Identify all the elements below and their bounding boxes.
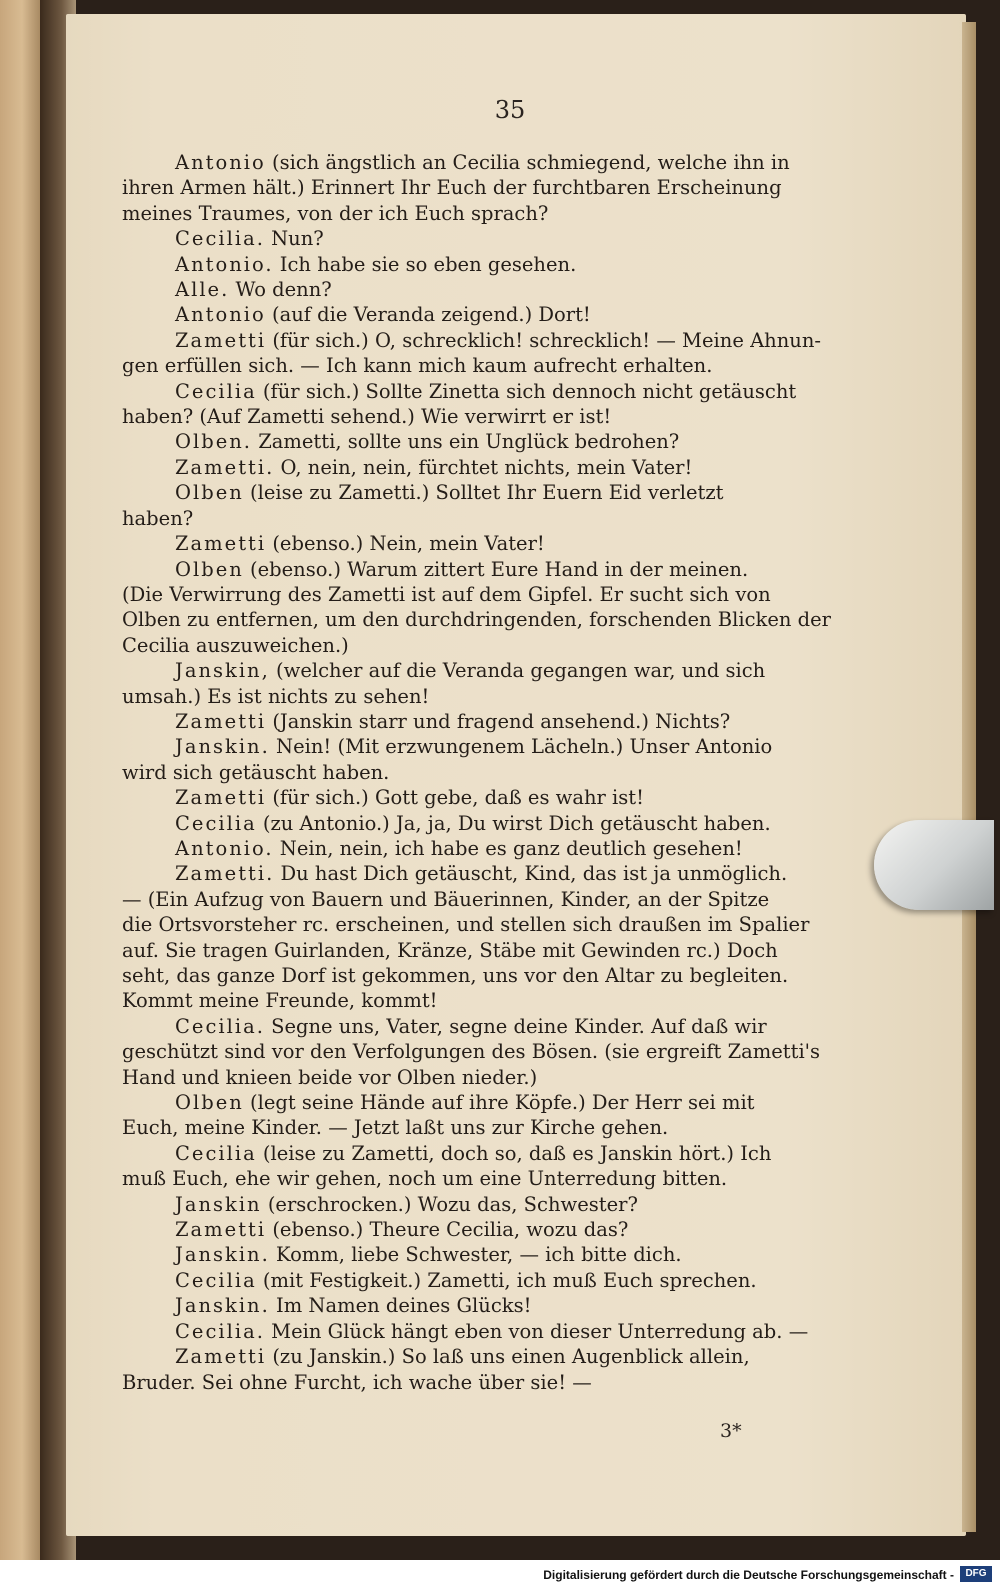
previous-page-edge — [0, 0, 40, 1560]
text-line — [122, 1217, 867, 1242]
speaker-name: Janskin — [175, 1192, 262, 1216]
text-line — [122, 633, 867, 658]
text-line — [122, 506, 867, 531]
text-line — [122, 836, 867, 861]
speaker-name: Zametti — [175, 1218, 267, 1242]
page-text — [122, 150, 867, 1395]
text-line — [122, 1370, 867, 1395]
line-text: Kommt meine Freunde, kommt! — [122, 989, 438, 1013]
text-line — [122, 785, 867, 810]
line-text: (erschrocken.) Wozu das, Schwester? — [261, 1192, 638, 1216]
text-line — [122, 912, 867, 937]
speaker-name: Janskin, — [175, 659, 270, 683]
speaker-name: Olben — [175, 481, 244, 505]
text-line — [122, 760, 867, 785]
line-text: Nein! (Mit erzwungenem Lächeln.) Unser Antonio — [269, 735, 773, 759]
text-line — [122, 1268, 867, 1293]
speaker-name: Antonio. — [175, 252, 274, 276]
text-line — [122, 709, 867, 734]
line-text: seht, das ganze Dorf ist gekommen, uns vor den Altar zu begleiten. — [122, 964, 789, 987]
text-line — [122, 1090, 867, 1115]
line-text: (mit Festigkeit.) Zametti, ich muß Euch sprechen. — [256, 1268, 757, 1292]
line-text: (für sich.) Gott gebe, daß es wahr ist! — [266, 786, 644, 810]
line-text: (Janskin starr und fragend ansehend.) Nichts? — [266, 709, 731, 733]
line-text: (welcher auf die Veranda gegangen war, und sich — [269, 659, 766, 683]
speaker-name: Zametti. — [175, 862, 275, 886]
line-text: (ebenso.) Warum zittert Eure Hand in der meinen. — [243, 557, 749, 581]
speaker-name: Cecilia. — [175, 1319, 265, 1343]
line-text: Hand und knieen beide vor Olben nieder.) — [122, 1065, 538, 1089]
text-line — [122, 277, 867, 302]
line-text: ihren Armen hält.) Erinnert Ihr Euch der furchtbaren Erscheinung — [122, 176, 782, 200]
line-text: (auf die Veranda zeigend.) Dort! — [265, 303, 591, 327]
line-text: Nun? — [264, 227, 324, 251]
line-text: (zu Antonio.) Ja, ja, Du wirst Dich getäuscht haben. — [256, 811, 771, 835]
text-line — [122, 1115, 867, 1140]
text-line — [122, 1319, 867, 1344]
speaker-name: Cecilia — [175, 1141, 257, 1165]
line-text: (legt seine Hände auf ihre Köpfe.) Der Herr sei mit — [243, 1091, 755, 1115]
line-text: Zametti, sollte uns ein Unglück bedrohen? — [252, 430, 680, 454]
speaker-name: Olben. — [175, 430, 253, 454]
line-text: (Die Verwirrung des Zametti ist auf dem Gipfel. Er sucht sich von — [122, 582, 771, 606]
speaker-name: Cecilia. — [175, 1014, 265, 1038]
text-line — [122, 607, 867, 632]
speaker-name: Antonio — [175, 151, 266, 174]
line-text: Euch, meine Kinder. — Jetzt laßt uns zur Kirche gehen. — [122, 1116, 669, 1140]
line-text: (für sich.) O, schrecklich! schrecklich! — Meine Ahnun- — [266, 328, 821, 352]
text-line — [122, 1293, 867, 1318]
text-line — [122, 658, 867, 683]
line-text: auf. Sie tragen Guirlanden, Kränze, Stäbe mit Gewinden rc.) Doch — [122, 938, 778, 962]
text-line — [122, 1039, 867, 1064]
footer-bar — [0, 1562, 1000, 1588]
speaker-name: Alle. — [175, 278, 230, 302]
speaker-name: Janskin. — [175, 1243, 270, 1267]
line-text: (sich ängstlich an Cecilia schmiegend, welche ihn in — [265, 151, 790, 174]
text-line — [122, 1014, 867, 1039]
text-line — [122, 175, 867, 200]
text-line — [122, 734, 867, 759]
text-line — [122, 1192, 867, 1217]
line-text: — (Ein Aufzug von Bauern und Bäuerinnen, Kinder, an der Spitze — [122, 887, 770, 911]
line-text: Mein Glück hängt eben von dieser Unterredung ab. — — [264, 1319, 809, 1343]
line-text: geschützt sind vor den Verfolgungen des Bösen. (sie ergreift Zametti's — [122, 1040, 821, 1064]
line-text: meines Traumes, von der ich Euch sprach? — [122, 201, 549, 225]
text-line — [122, 1065, 867, 1090]
text-line — [122, 1344, 867, 1369]
line-text: Bruder. Sei ohne Furcht, ich wache über sie! — — [122, 1370, 592, 1394]
line-text: Im Namen deines Glücks! — [269, 1294, 532, 1318]
line-text: (für sich.) Sollte Zinetta sich dennoch nicht getäuscht — [256, 379, 797, 403]
speaker-name: Zametti — [175, 786, 267, 810]
text-line — [122, 531, 867, 556]
line-text: Komm, liebe Schwester, — ich bitte dich. — [269, 1243, 682, 1267]
line-text: gen erfüllen sich. — Ich kann mich kaum aufrecht erhalten. — [122, 354, 713, 378]
speaker-name: Olben — [175, 1091, 244, 1115]
speaker-name: Cecilia. — [175, 227, 265, 251]
speaker-name: Zametti — [175, 328, 267, 352]
text-line — [122, 429, 867, 454]
speaker-name: Antonio. — [175, 836, 274, 860]
speaker-name: Cecilia — [175, 379, 257, 403]
text-line — [122, 582, 867, 607]
text-line — [122, 201, 867, 226]
footer-credit: Digitalisierung gefördert durch die Deutsche Forschungsgemeinschaft - — [543, 1568, 954, 1582]
text-line — [122, 150, 867, 175]
line-text: (leise zu Zametti, doch so, daß es Janskin hört.) Ich — [256, 1141, 772, 1165]
page-clip — [874, 820, 994, 910]
speaker-name: Zametti — [175, 709, 267, 733]
speaker-name: Janskin. — [175, 735, 270, 759]
text-line — [122, 226, 867, 251]
line-text: O, nein, nein, fürchtet nichts, mein Vater! — [274, 455, 693, 479]
text-line — [122, 557, 867, 582]
signature-mark: 3* — [720, 1420, 742, 1442]
line-text: wird sich getäuscht haben. — [122, 760, 390, 784]
speaker-name: Zametti. — [175, 455, 275, 479]
page-edge-right — [962, 22, 976, 1532]
text-line — [122, 328, 867, 353]
text-line — [122, 938, 867, 963]
text-line — [122, 379, 867, 404]
line-text: (zu Janskin.) So laß uns einen Augenblick allein, — [266, 1345, 750, 1369]
text-line — [122, 887, 867, 912]
line-text: Segne uns, Vater, segne deine Kinder. Auf daß wir — [264, 1014, 767, 1038]
text-line — [122, 252, 867, 277]
line-text: Wo denn? — [229, 278, 332, 302]
line-text: (ebenso.) Nein, mein Vater! — [266, 532, 545, 556]
text-line — [122, 1141, 867, 1166]
text-line — [122, 404, 867, 429]
speaker-name: Zametti — [175, 1345, 267, 1369]
text-line — [122, 988, 867, 1013]
text-line — [122, 811, 867, 836]
text-line — [122, 302, 867, 327]
line-text: haben? — [122, 506, 194, 530]
speaker-name: Antonio — [175, 303, 266, 327]
line-text: die Ortsvorsteher rc. erscheinen, und stellen sich draußen im Spalier — [122, 913, 810, 937]
line-text: (leise zu Zametti.) Solltet Ihr Euern Eid verletzt — [243, 481, 724, 505]
text-line — [122, 1242, 867, 1267]
line-text: Cecilia auszuweichen.) — [122, 633, 349, 657]
text-line — [122, 1166, 867, 1191]
page-number: 35 — [494, 96, 526, 124]
line-text: muß Euch, ehe wir gehen, noch um eine Unterredung bitten. — [122, 1167, 728, 1191]
text-line — [122, 455, 867, 480]
speaker-name: Olben — [175, 557, 244, 581]
line-text: haben? (Auf Zametti sehend.) Wie verwirrt er ist! — [122, 405, 612, 429]
speaker-name: Janskin. — [175, 1294, 270, 1318]
speaker-name: Zametti — [175, 532, 267, 556]
text-line — [122, 353, 867, 378]
text-line — [122, 684, 867, 709]
line-text: Ich habe sie so eben gesehen. — [273, 252, 577, 276]
line-text: (ebenso.) Theure Cecilia, wozu das? — [266, 1218, 629, 1242]
line-text: Nein, nein, ich habe es ganz deutlich gesehen! — [273, 836, 743, 860]
dfg-logo[interactable]: DFG — [960, 1566, 992, 1582]
text-line — [122, 480, 867, 505]
text-line — [122, 861, 867, 886]
line-text: Du hast Dich getäuscht, Kind, das ist ja unmöglich. — [274, 862, 788, 886]
line-text: umsah.) Es ist nichts zu sehen! — [122, 684, 430, 708]
speaker-name: Cecilia — [175, 811, 257, 835]
line-text: Olben zu entfernen, um den durchdringenden, forschenden Blicken der — [122, 608, 831, 632]
text-line — [122, 963, 867, 988]
speaker-name: Cecilia — [175, 1268, 257, 1292]
